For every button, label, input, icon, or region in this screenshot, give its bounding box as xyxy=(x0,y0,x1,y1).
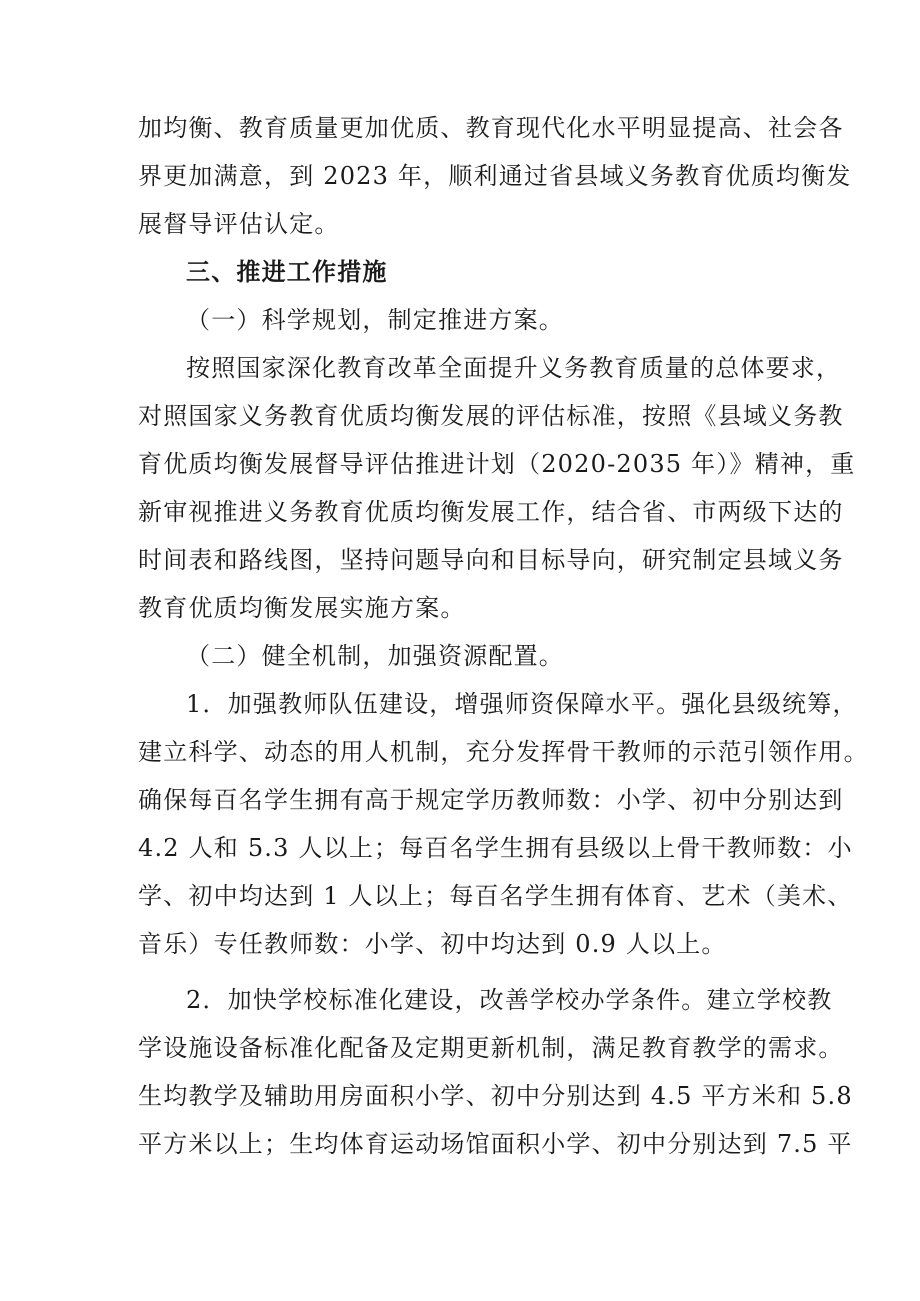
subsection-heading: （二）健全机制，加强资源配置。 xyxy=(186,642,564,670)
text-line: 音乐）专任教师数：小学、初中均达到 0.9 人以上。 xyxy=(138,930,727,958)
text-line: 2．加快学校标准化建设，改善学校办学条件。建立学校教 xyxy=(186,986,833,1014)
text-line: 育优质均衡发展督导评估推进计划（2020-2035 年）》精神，重 xyxy=(138,450,856,478)
text-line: 教育优质均衡发展实施方案。 xyxy=(138,594,466,622)
section-heading: 三、推进工作措施 xyxy=(186,258,388,286)
text-line: 平方米以上；生均体育运动场馆面积小学、初中分别达到 7.5 平 xyxy=(138,1130,853,1158)
text-line: 学、初中均达到 1 人以上；每百名学生拥有体育、艺术（美术、 xyxy=(138,882,853,910)
text-line: 学设施设备标准化配备及定期更新机制，满足教育教学的需求。 xyxy=(138,1034,844,1062)
text-line: 4.2 人和 5.3 人以上；每百名学生拥有县级以上骨干教师数：小 xyxy=(138,834,853,862)
text-line: 加均衡、教育质量更加优质、教育现代化水平明显提高、社会各 xyxy=(138,114,844,142)
subsection-heading: （一）科学规划，制定推进方案。 xyxy=(186,306,564,334)
text-line: 新审视推进义务教育优质均衡发展工作，结合省、市两级下达的 xyxy=(138,498,844,526)
text-line: 界更加满意，到 2023 年，顺利通过省县域义务教育优质均衡发 xyxy=(138,162,852,190)
text-line: 建立科学、动态的用人机制，充分发挥骨干教师的示范引领作用。 xyxy=(138,738,869,766)
text-line: 对照国家义务教育优质均衡发展的评估标准，按照《县域义务教 xyxy=(138,402,844,430)
text-line: 展督导评估认定。 xyxy=(138,210,340,238)
text-line: 确保每百名学生拥有高于规定学历教师数：小学、初中分别达到 xyxy=(138,786,844,814)
text-line: 1．加强教师队伍建设，增强师资保障水平。强化县级统筹， xyxy=(186,690,858,718)
text-line: 生均教学及辅助用房面积小学、初中分别达到 4.5 平方米和 5.8 xyxy=(138,1082,853,1110)
text-line: 时间表和路线图，坚持问题导向和目标导向，研究制定县域义务 xyxy=(138,546,844,574)
text-line: 按照国家深化教育改革全面提升义务教育质量的总体要求， xyxy=(186,354,842,382)
